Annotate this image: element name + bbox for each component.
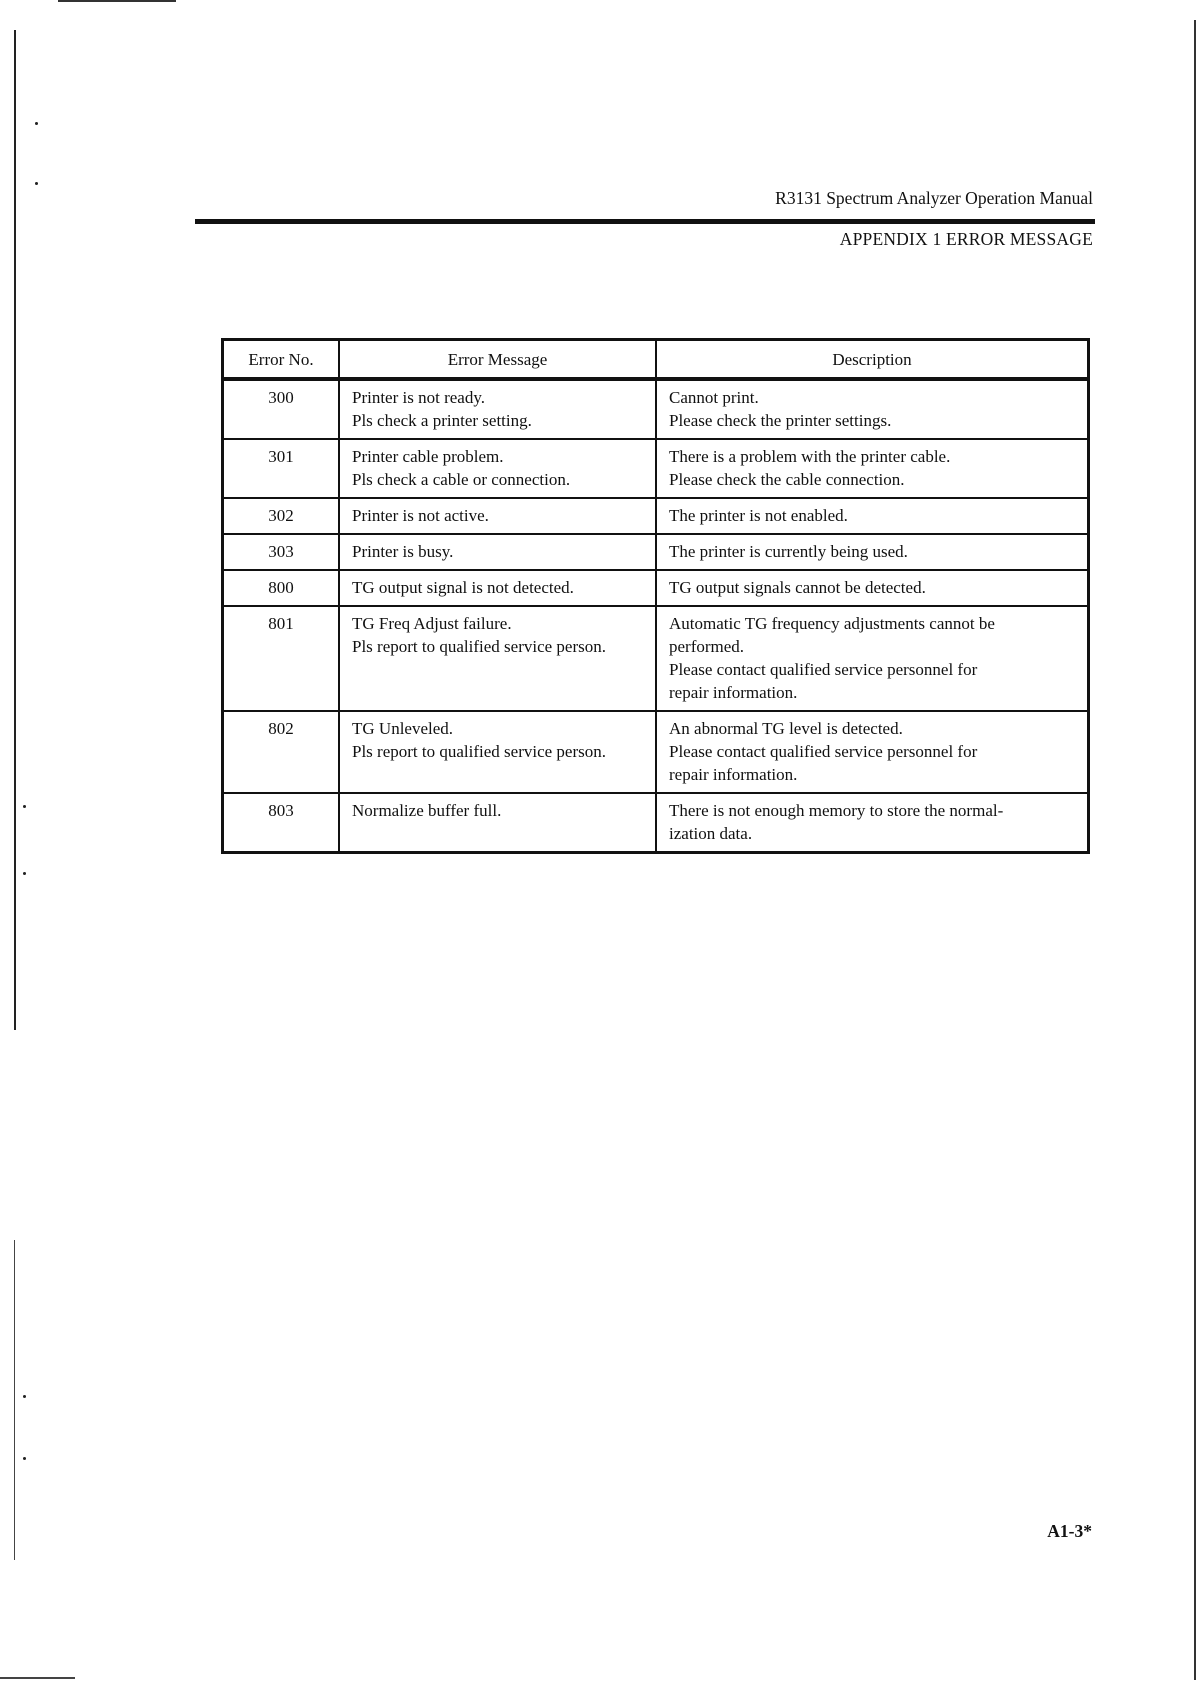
message-line: Printer is not active. [352,506,489,525]
error-description [656,498,1089,534]
binding-hole-mark [23,1457,26,1460]
error-description [656,534,1089,570]
table-row [223,439,1089,498]
error-number: 301 [223,439,340,498]
message-line: TG Freq Adjust failure. [352,614,512,633]
error-description [656,379,1089,439]
description-line: Please contact qualified service personnel for [669,742,978,761]
table-row [223,534,1089,570]
message-line: TG Unleveled. [352,719,454,738]
scan-edge-left-lower [14,1240,15,1560]
scan-edge-left [14,30,16,1030]
error-number: 300 [223,379,340,439]
description-line: Please check the cable connection. [669,470,905,489]
error-description [656,793,1089,853]
description-line: ization data. [669,824,753,843]
message-line: Pls report to qualified service person. [352,637,606,656]
scan-edge-right [1194,20,1196,1680]
appendix-title: APPENDIX 1 ERROR MESSAGE [839,229,1093,249]
message-line: Printer is not ready. [352,388,485,407]
message-line: Pls report to qualified service person. [352,742,606,761]
table-row [223,498,1089,534]
page-number: A1-3* [1047,1521,1092,1541]
error-message [339,570,656,606]
error-message [339,711,656,793]
error-description [656,606,1089,711]
error-number: 802 [223,711,340,793]
description-line: repair information. [669,683,798,702]
description-line: The printer is currently being used. [669,542,908,561]
description-line: There is not enough memory to store the normal- [669,801,1004,820]
scan-edge-top [58,0,176,2]
description-line: performed. [669,637,745,656]
running-head: R3131 Spectrum Analyzer Operation Manual [775,188,1093,208]
table-row [223,711,1089,793]
message-line: Printer cable problem. [352,447,504,466]
error-description [656,439,1089,498]
error-message [339,606,656,711]
error-message [339,379,656,439]
table-row [223,793,1089,853]
error-description [656,570,1089,606]
binding-hole-mark [23,805,26,808]
error-message [339,534,656,570]
error-message [339,439,656,498]
table-row [223,379,1089,439]
error-description [656,711,1089,793]
description-line: An abnormal TG level is detected. [669,719,903,738]
column-header-error-no: Error No. [223,340,340,380]
message-line: Printer is busy. [352,542,454,561]
error-message [339,793,656,853]
table-row [223,570,1089,606]
binding-hole-mark [35,182,38,185]
table-header-row [223,340,1089,380]
description-line: The printer is not enabled. [669,506,848,525]
binding-hole-mark [23,1395,26,1398]
message-line: Pls check a cable or connection. [352,470,571,489]
description-line: TG output signals cannot be detected. [669,578,926,597]
message-line: Pls check a printer setting. [352,411,532,430]
message-line: TG output signal is not detected. [352,578,574,597]
error-number: 803 [223,793,340,853]
error-number: 801 [223,606,340,711]
error-message-table [221,338,1090,854]
column-header-description: Description [656,340,1089,380]
description-line: Please check the printer settings. [669,411,892,430]
binding-hole-mark [23,872,26,875]
binding-hole-mark [35,122,38,125]
error-number: 302 [223,498,340,534]
error-number: 303 [223,534,340,570]
scan-edge-bottom [0,1677,75,1679]
error-number: 800 [223,570,340,606]
description-line: Please contact qualified service personnel for [669,660,978,679]
message-line: Normalize buffer full. [352,801,502,820]
description-line: There is a problem with the printer cable. [669,447,951,466]
header-rule [195,219,1095,224]
description-line: Cannot print. [669,388,759,407]
error-message [339,498,656,534]
column-header-error-message: Error Message [339,340,656,380]
table-row [223,606,1089,711]
description-line: Automatic TG frequency adjustments cannot be [669,614,995,633]
description-line: repair information. [669,765,798,784]
